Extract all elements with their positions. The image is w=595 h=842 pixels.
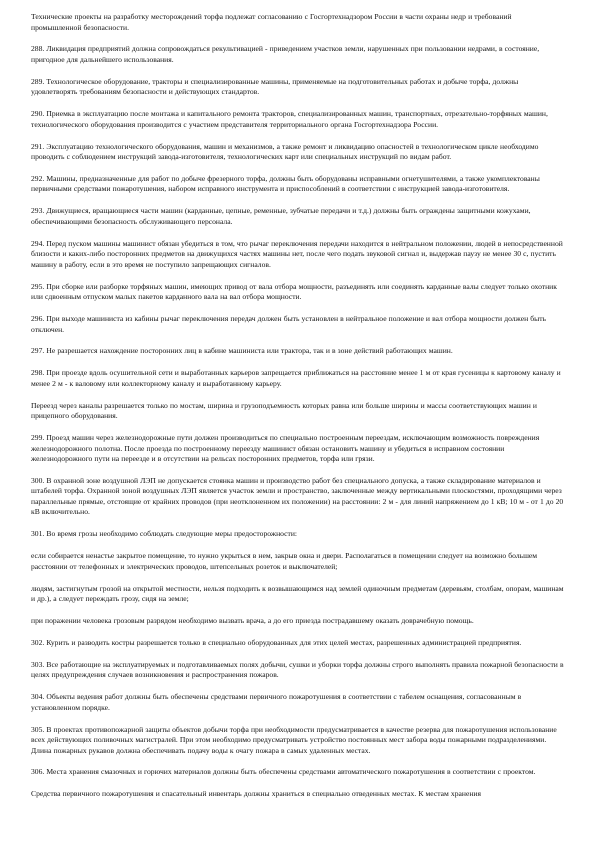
paragraph-295: 295. При сборке или разборке торфяных машин, имеющих привод от вала отбора мощности, разъединять или соединять карданные валы следует только охотник или сдвоенным отпуском малых пакетов карданного вала на вал отбора мощности. — [31, 281, 557, 302]
paragraph-303: 303. Все работающие на эксплуатируемых и подготавливаемых полях добычи, сушки и уборки торфа должны строго выполнять правила пожарной безопасности в целях предупреждения случаев возникновения и распространения пожаров. — [31, 659, 564, 680]
paragraph-298: 298. При проезде вдоль осушительной сети и выработанных карьеров запрещается приближаться на расстояние менее 1 м от края гусеницы к картовому каналу и менее 2 м - к валовому или коллекторному каналу и выработанному карьеру. — [31, 368, 561, 388]
paragraph-291: 291. Эксплуатацию технологического оборудования, машин и механизмов, а также ремонт и ликвидацию опасностей в технологическом цикле необходимо проводить с соблюдением инструкций завода-изготовителя, технологических карт или специальных инструкций по видам работ. — [31, 141, 539, 162]
paragraph-canal-crossing: Переезд через каналы разрешается только по мостам, ширина и грузоподъемность которых равна или больше ширины и массы соответствующих машин и прицепного оборудования. — [31, 400, 537, 421]
paragraph-storm-injury: при поражении человека грозовым разрядом необходимо вызвать врача, а до его приезда пострадавшему оказать доврачебную помощь. — [31, 616, 474, 626]
paragraph-302: 302. Курить и разводить костры разрешается только в специально оборудованных для этих целей местах, разрешенных администрацией предприятия. — [31, 637, 522, 647]
paragraph-storm-outdoors: людям, застигнутым грозой на открытой местности, нельзя подходить к возвышающимся над землей одиночным предметам (деревьям, столбам, опорам, машинам и др.), а следует переждать грозу, сидя на земле; — [31, 583, 564, 604]
paragraph-296: 296. При выходе машиниста из кабины рычаг переключения передач должен быть установлен в нейтральное положение и вал отбора мощности должен быть отключен. — [31, 314, 546, 334]
paragraph-intro: Технические проекты на разработку месторождений торфа подлежат согласованию с Госгортехнадзором России в части охраны недр и требований промышленной безопасности. — [31, 12, 512, 32]
document-page — [31, 12, 564, 840]
paragraph-288: 288. Ликвидация предприятий должна сопровождаться рекультивацией - приведением участков земли, нарушенных при пользовании недрами, в состояние, пригодное для дальнейшего использования. — [31, 44, 540, 64]
paragraph-299: 299. Проезд машин через железнодорожные пути должен производиться по специально построенным переездам, исключающим возможность повреждения железнодорожного полотна. После проезда по построенному переезду машинист обязан остановить машину и убедиться в исправном состоянии железнодорожного пути на переезде и в отсутствии на рельсах посторонних предметов, торфа или грязи. — [31, 433, 540, 464]
paragraph-304: 304. Объекты ведения работ должны быть обеспечены средствами первичного пожаротушения в соответствии с табелем оснащения, согласованным в установленном порядке. — [31, 692, 522, 712]
paragraph-290: 290. Приемка в эксплуатацию после монтажа и капитального ремонта тракторов, специализированных машин, транспортных, отрезательно-торфяных машин, технологического оборудования производится с участием представителя территориального органа Госгортехнадзора России. — [31, 109, 548, 129]
paragraph-292: 292. Машины, предназначенные для работ по добыче фрезерного торфа, должны быть оборудованы исправными огнетушителями, а также укомплектованы первичными средствами пожаротушения, набором исправного инструмента и приспособлений в соответствии с инструкцией завода-изготовителя. — [31, 173, 540, 194]
paragraph-294: 294. Перед пуском машины машинист обязан убедиться в том, что рычаг переключения передачи находится в нейтральном положении, людей в непосредственной близости и каких-либо посторонних предметов на движущихся частях машины нет, после чего подать звуковой сигнал и, выдержав паузу не менее 30 с, пустить машину в работу, если в это время не поступило запрещающих сигналов. — [31, 238, 563, 269]
paragraph-firefighting-storage: Средства первичного пожаротушения и спасательный инвентарь должны храниться в специально отведенных местах. К местам хранения — [31, 789, 481, 799]
paragraph-300: 300. В охранной зоне воздушной ЛЭП не допускается стоянка машин и производство работ без специального допуска, а также складирование материалов и штабелей торфа. Охранной зоной воздушных ЛЭП является участок земли и пространство, заключенные между вертикальными плоскостями, проходящими через параллельные прямые, отстоящие от крайних проводов (при неотклоненном их положении) на расстоянии: 2 м - для линий напряжением до 1 кВ; 10 м - от 1 до 20 кВ включительно. — [31, 475, 564, 517]
paragraph-297: 297. Не разрешается нахождение посторонних лиц в кабине машиниста или трактора, так и в зоне действий работающих машин. — [31, 346, 453, 356]
paragraph-storm-indoors: если собирается ненастье закрытое помещение, то нужно укрыться в нем, закрыв окна и двери. Располагаться в помещении следует на возможно большем расстоянии от телефонных и электрических проводов, штепсельных розеток и выключателей; — [31, 551, 538, 571]
paragraph-301: 301. Во время грозы необходимо соблюдать следующие меры предосторожности: — [31, 529, 298, 539]
paragraph-306: 306. Места хранения смазочных и горючих материалов должны быть обеспечены средствами автоматического пожаротушения в соответствии с проектом. — [31, 767, 536, 777]
paragraph-293: 293. Движущиеся, вращающиеся части машин (карданные, цепные, ременные, зубчатые передачи и т.д.) должны быть ограждены защитными кожухами, обеспечивающими безопасность обслуживающего персонала. — [31, 206, 531, 226]
paragraph-305: 305. В проектах противопожарной защиты объектов добычи торфа при необходимости предусматривается в качестве резерва для пожаротушения использование всех действующих поливочных магистралей. При этом необходимо предусматривать устройство постоянных мест забора воды пожарными подразделениями. Длина пожарных рукавов должна обеспечивать подачу воды к очагу пожара в самых удаленных местах. — [31, 724, 557, 755]
paragraph-289: 289. Технологическое оборудование, тракторы и специализированные машины, применяемые на подготовительных работах и добыче торфа, должны удовлетворять требованиям безопасности и действующих стандартов. — [31, 76, 519, 97]
